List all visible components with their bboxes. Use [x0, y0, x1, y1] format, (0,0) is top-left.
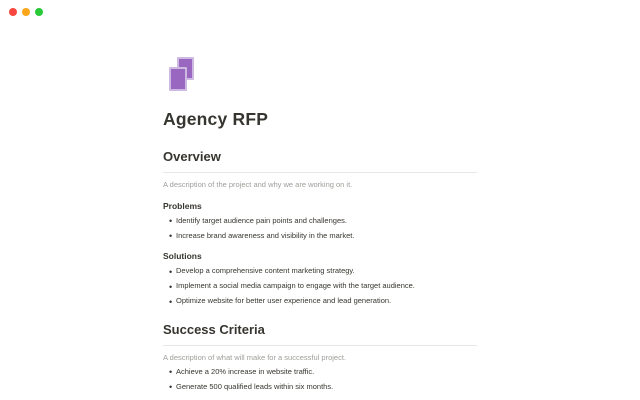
- list-item[interactable]: • Identify target audience pain points and challenges.: [163, 216, 477, 227]
- heading-overview[interactable]: Overview: [163, 149, 221, 165]
- heading-problems[interactable]: Problems: [163, 200, 202, 211]
- list-item[interactable]: • Generate 500 qualified leads within six months.: [163, 382, 477, 393]
- close-window-button[interactable]: [9, 8, 17, 16]
- overlapping-squares-icon: [169, 67, 187, 91]
- page-title[interactable]: Agency RFP: [163, 109, 269, 129]
- solutions-list: [163, 266, 477, 307]
- list-item[interactable]: • Increase brand awareness and visibility in the market.: [163, 231, 477, 242]
- list-item[interactable]: • Implement a social media campaign to engage with the target audience.: [163, 281, 477, 292]
- list-item[interactable]: • Optimize website for better user experience and lead generation.: [163, 296, 477, 307]
- success-criteria-list: [163, 367, 477, 393]
- divider: [163, 345, 477, 346]
- list-item[interactable]: • Achieve a 20% increase in website traffic.: [163, 367, 477, 378]
- document-page: [163, 54, 477, 397]
- heading-solutions[interactable]: Solutions: [163, 251, 202, 262]
- page-icon[interactable]: [163, 54, 203, 90]
- zoom-window-button[interactable]: [35, 8, 43, 16]
- divider: [163, 172, 477, 173]
- minimize-window-button[interactable]: [22, 8, 30, 16]
- list-item[interactable]: • Develop a comprehensive content marketing strategy.: [163, 266, 477, 277]
- heading-success-criteria[interactable]: Success Criteria: [163, 321, 265, 337]
- problems-list: [163, 216, 477, 242]
- overview-description[interactable]: A description of the project and why we are working on it.: [163, 180, 353, 190]
- titlebar: [0, 0, 640, 24]
- success-criteria-description[interactable]: A description of what will make for a successful project.: [163, 352, 346, 362]
